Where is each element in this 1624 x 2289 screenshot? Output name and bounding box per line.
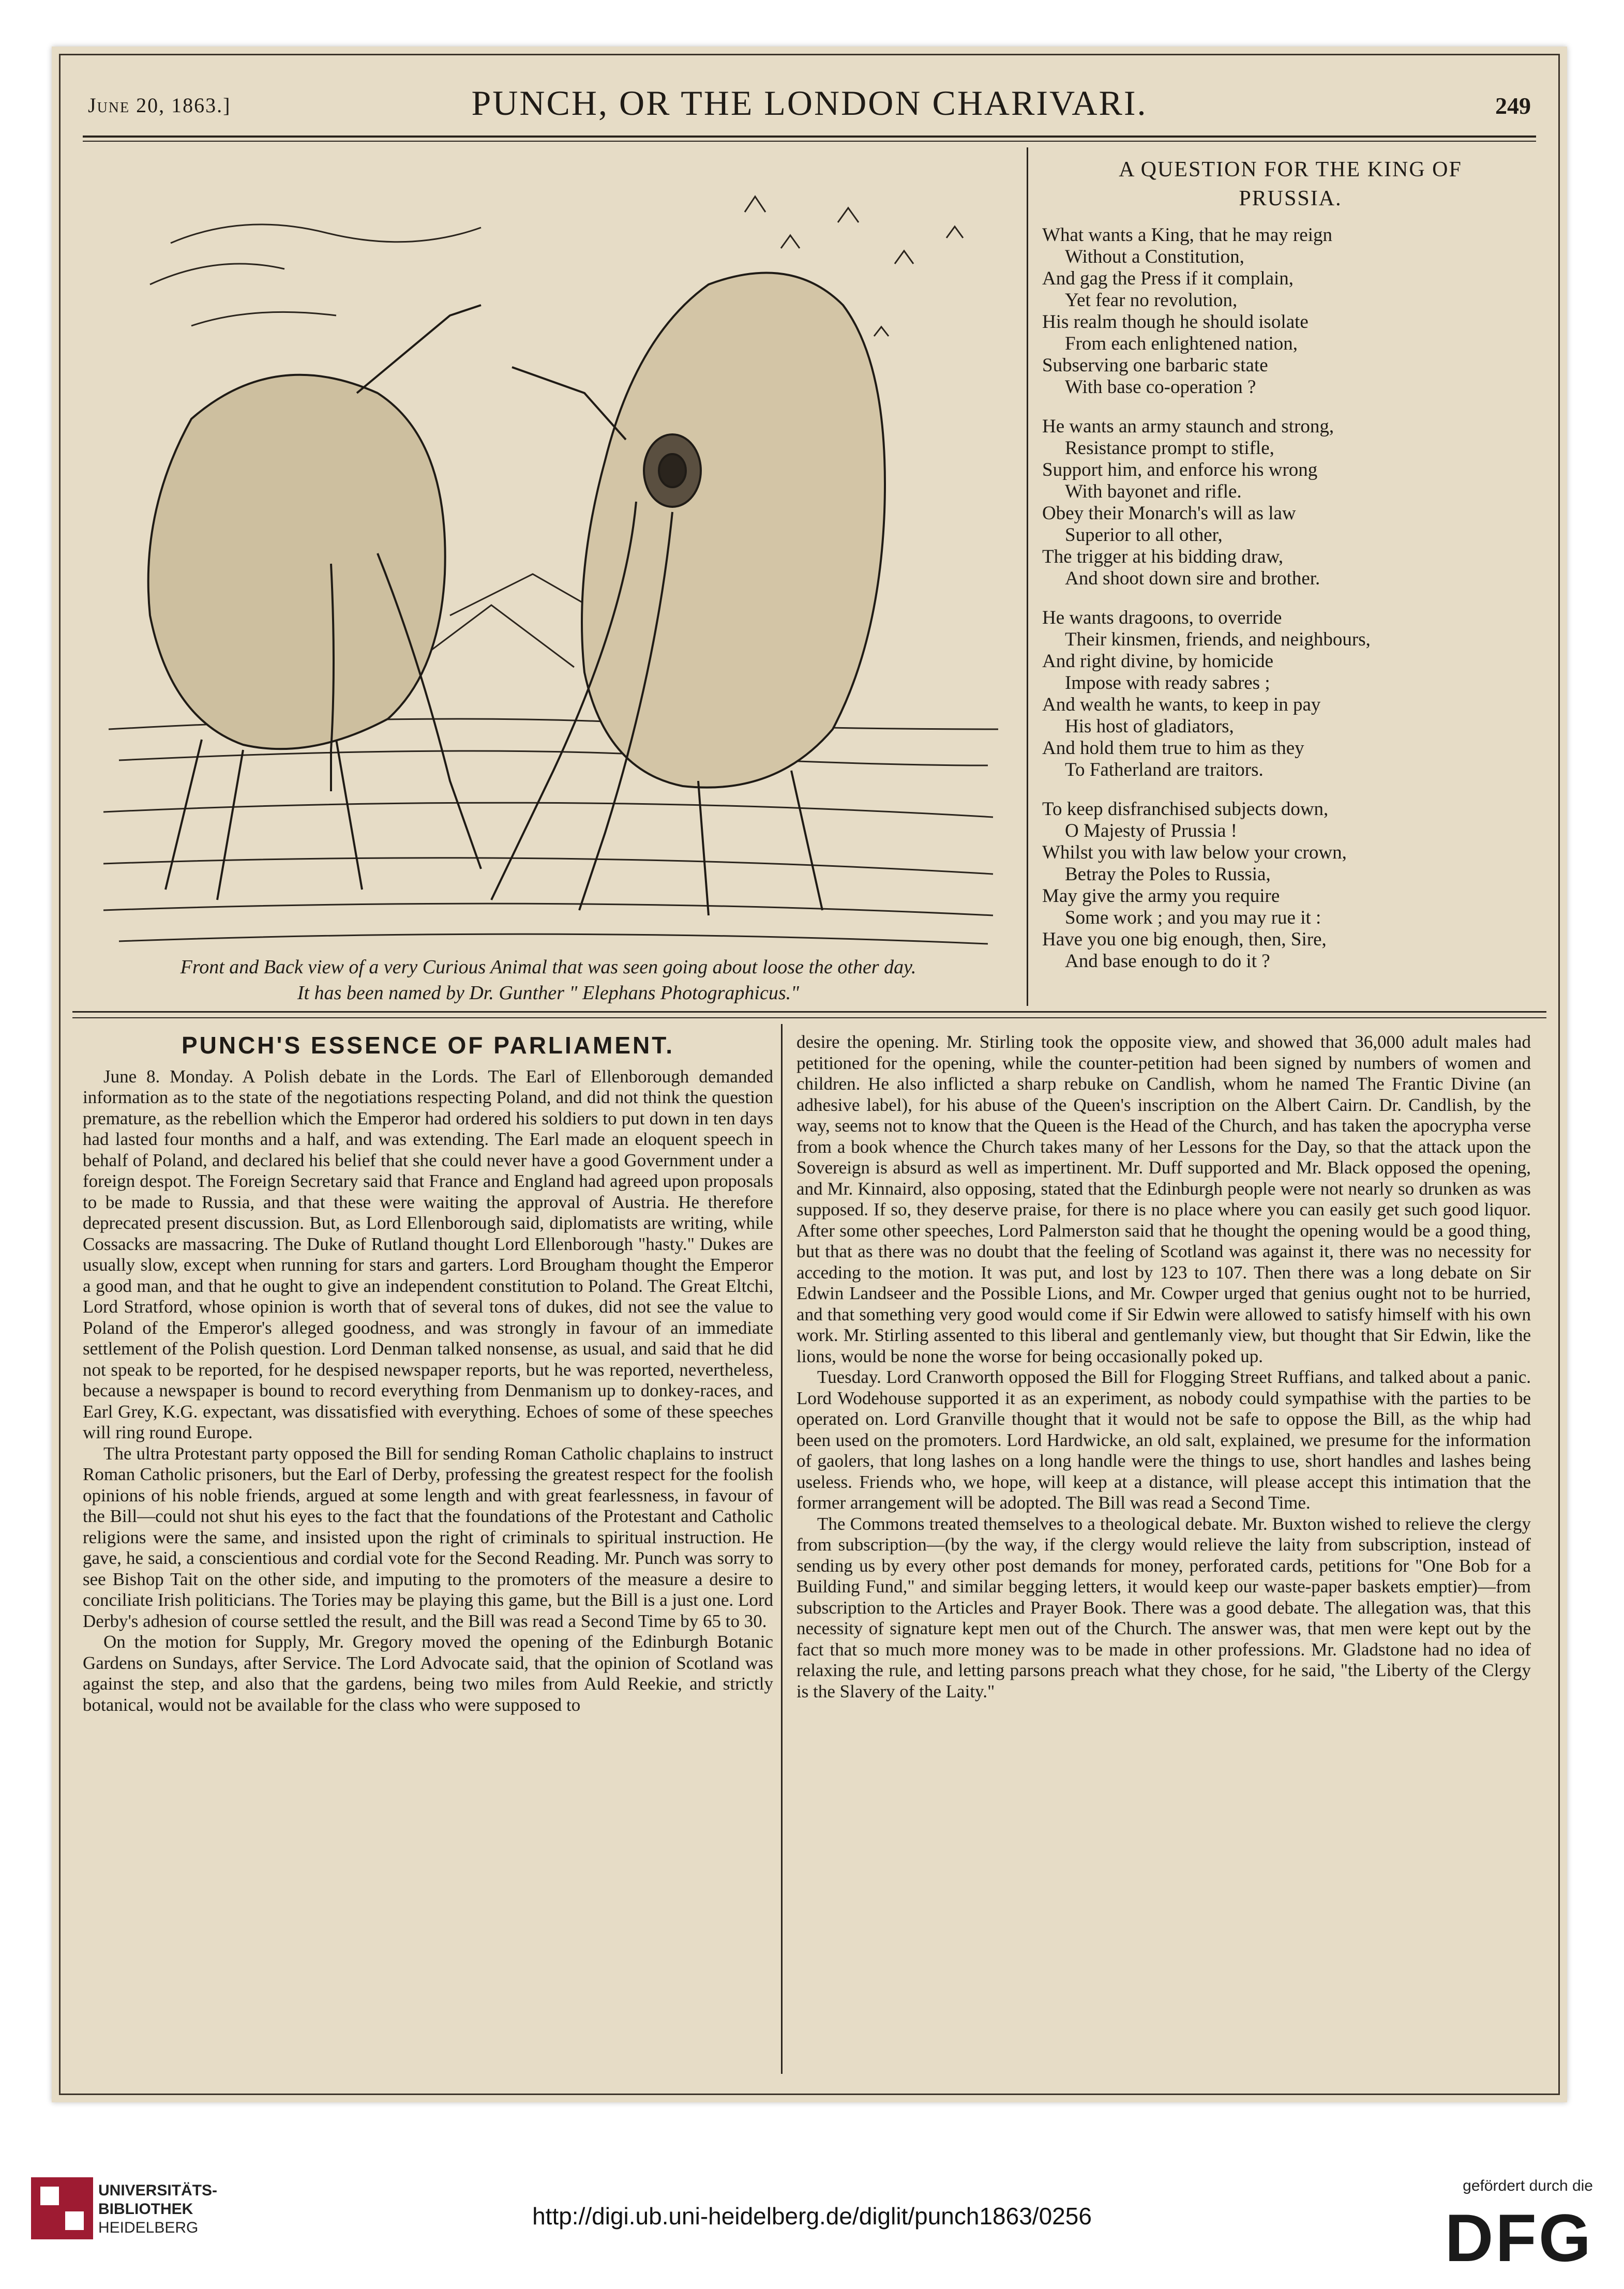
poem-line: Have you one big enough, then, Sire,: [1042, 929, 1327, 950]
poem-line: May give the army you require: [1042, 885, 1280, 907]
page-number: 249: [1495, 93, 1531, 119]
poem-stanza: [1042, 799, 1539, 972]
poem-line: His realm though he should isolate: [1042, 311, 1309, 333]
funding-note: gefördert durch die: [1463, 2177, 1593, 2194]
header-rule-thin: [83, 141, 1536, 142]
essence-paragraph: The ultra Protestant party opposed the Bill for sending Roman Catholic chaplains to instruct Roman Catholic prisoners, but the Earl of Derby, professing the greatest respect for the foolish opinions of his noble friends, argued at some length and with great fearlessness, in favour of the Bill—could not shut his eyes to the fact that the foundations of the Protestant and Catholic religions were the same, and insisted upon the right of criminals to spiritual instruction. He gave, he said, a conscientious and cordial vote for the Second Reading. Mr. Punch was sorry to see Bishop Tait on the other side, and imputing to the promoters of the measure a desire to conciliate Irish politicians. The Tories may be playing this game, but the Bill is a just one. Lord Derby's adhesion of course settled the result, and the Bill was read a Second Time by 65 to 30.: [83, 1443, 773, 1631]
poem-line: To Fatherland are traitors.: [1065, 759, 1264, 780]
poem-line: Support him, and enforce his wrong: [1042, 459, 1318, 480]
poem-stanza: [1042, 607, 1539, 781]
essence-paragraph: June 8. Monday. A Polish debate in the Lords. The Earl of Ellenborough demanded information as to the state of the negotiations respecting Poland, and did not think the question premature, as the rebellion which the Emperor had ordered his soldiers to put down in ten days had lasted four months and a half, and was extending. The Earl made an eloquent speech in behalf of Poland, and declared his belief that she could never have a good Government under a foreign despot. The Foreign Secretary said that France and England had agreed upon proposals to be made to Russia, and that these were waiting the approval of Austria. He therefore deprecated present discussion. But, as Lord Ellenborough said, diplomatists are writing, while Cossacks are massacring. The Duke of Rutland thought Lord Ellenborough "hasty." Dukes are usually slow, except when running for stars and garters. Lord Brougham thought the Emperor a good man, and that he ought to give an independent constitution to Poland. The Great Eltchi, Lord Stratford, whose opinion is worth that of several tons of dukes, did not see the value to Poland of the Emperor's alleged goodness, and was strongly in favour of an immediate settlement of the Polish question. Lord Denman talked nonsense, as usual, and said that he did not speak to be reported, for he despised newspaper reports, but he was reported, nevertheless, because a newspaper is bound to record everything from Denmanism up to donkey-races, and Earl Grey, K.G. expectant, was dissatisfied with everything. Echoes of some of these speeches will ring round Europe.: [83, 1066, 773, 1442]
poem-line: Subserving one barbaric state: [1042, 355, 1268, 376]
poem-line: To keep disfranchised subjects down,: [1042, 799, 1329, 820]
poem-line: With base co-operation ?: [1065, 377, 1256, 398]
poem-title: [1042, 155, 1539, 213]
poem-line: And shoot down sire and brother.: [1065, 568, 1320, 589]
essence-left-column: [83, 1032, 773, 1715]
masthead-title: PUNCH, OR THE LONDON CHARIVARI.: [471, 83, 1148, 123]
essence-title: PUNCH'S ESSENCE OF PARLIAMENT.: [181, 1032, 675, 1059]
digitization-footer: [0, 2141, 1624, 2289]
poem-title-line-1: A QUESTION FOR THE KING OF: [1119, 158, 1462, 182]
issue-date: June 20, 1863.]: [88, 94, 231, 117]
poem-line: Superior to all other,: [1065, 524, 1223, 546]
poem-line: Some work ; and you may rue it :: [1065, 907, 1321, 928]
poem-line: He wants an army staunch and strong,: [1042, 416, 1334, 437]
poem-line: Resistance prompt to stifle,: [1065, 438, 1274, 459]
poem: [1042, 155, 1539, 990]
section-rule: [72, 1011, 1546, 1013]
poem-line: And hold them true to him as they: [1042, 737, 1304, 759]
cartoon-caption: [88, 954, 1009, 1006]
poem-stanza: [1042, 224, 1539, 398]
column-divider-bottom: [781, 1024, 783, 2074]
page-header: [83, 72, 1536, 129]
poem-line: Whilst you with law below your crown,: [1042, 842, 1347, 863]
cartoon-illustration: [88, 150, 1009, 957]
poem-line: Impose with ready sabres ;: [1065, 672, 1270, 694]
essence-right-column: [796, 1032, 1531, 1702]
poem-line: He wants dragoons, to override: [1042, 607, 1282, 628]
poem-line: And gag the Press if it complain,: [1042, 268, 1294, 289]
poem-title-line-2: PRUSSIA.: [1239, 187, 1342, 210]
newspaper-page: [52, 47, 1567, 2102]
source-url: [0, 2202, 1624, 2230]
poem-line: And right divine, by homicide: [1042, 651, 1274, 672]
poem-line: Betray the Poles to Russia,: [1065, 864, 1271, 885]
poem-line: Without a Constitution,: [1065, 246, 1244, 267]
dfg-logo: DFG: [1445, 2200, 1593, 2276]
poem-stanza: [1042, 416, 1539, 590]
essence-paragraph: desire the opening. Mr. Stirling took the opposite view, and showed that 36,000 adult males had petitioned for the opening, while the counter-petition had been signed by numbers of women and children. He also inflicted a sharp rebuke on Candlish, whom he named The Frantic Divine (an adhesive label), for his abuse of the Queen's inscription on the Albert Cairn. Dr. Candlish, by the way, seems not to know that the Queen is the Head of the Church, and has taken the apocrypha verse from a book whence the Church takes many of her Lessons for the Day, so that the attack upon the Sovereign is absurd as well as impertinent. Mr. Duff supported and Mr. Black opposed the opening, and Mr. Kinnaird, also opposing, stated that the Edinburgh people were not nearly so drunken as was supposed. If so, they deserve praise, for there is no place where you can easily get such good liquor. After some other speeches, Lord Palmerston said that he thought the opening would be a good thing, but that as there was no doubt that the feeling of Scotland was against it, there was no necessity for acceding to the motion. It was put, and lost by 123 to 107. Then there was a long debate on Sir Edwin Landseer and the Possible Lions, and Mr. Cowper urged that genius ought not to be hurried, and that something very good would come if Sir Edwin were allowed to satisfy himself with his own work. Mr. Stirling assented to this liberal and gentlemanly view, but thought that Sir Edwin, like the lions, would be none the worse for being occasionally poked up.: [796, 1032, 1531, 1366]
source-url-link[interactable]: http://digi.ub.uni-heidelberg.de/diglit/punch1863/0256: [532, 2203, 1092, 2230]
poem-line: O Majesty of Prussia !: [1065, 820, 1237, 841]
header-rule: [83, 135, 1536, 138]
poem-line: From each enlightened nation,: [1065, 333, 1298, 354]
library-name-line: UNIVERSITÄTS-: [98, 2182, 218, 2199]
library-name-line: HEIDELBERG: [98, 2219, 199, 2236]
poem-line: His host of gladiators,: [1065, 716, 1234, 737]
poem-line: Yet fear no revolution,: [1065, 290, 1238, 311]
poem-line: The trigger at his bidding draw,: [1042, 546, 1284, 567]
essence-paragraph: The Commons treated themselves to a theological debate. Mr. Buxton wished to relieve the clergy from subscription—(by the way, if the clergy would relieve the laity from subscription, instead of sending us by every other post demands for money, perforated cards, petitions for "One Bob for a Building Fund," and similar begging letters, it would keep our waste-paper baskets emptier)—from subscription to the Articles and Prayer Book. There was a good debate. The allegation was, that this necessity of signature kept men out of the Church. The answer was, that men were kept out by the fact that so much more money was to be made in other professions. Mr. Gladstone had no idea of relaxing the rule, and letting parsons preach what they chose, for he said, "the Liberty of the Clergy is the Slavery of the Laity.": [796, 1513, 1531, 1701]
poem-line: Obey their Monarch's will as law: [1042, 503, 1296, 524]
column-divider-top: [1027, 147, 1028, 1006]
library-name-line: BIBLIOTHEK: [98, 2201, 193, 2218]
essence-paragraph: Tuesday. Lord Cranworth opposed the Bill for Flogging Street Ruffians, and talked about a panic. Lord Wodehouse supported it as an experiment, as nobody could sympathise with the parties to be operated on. Lord Granville thought that it would not be safe to oppose the Bill, as the whip had been used on the promoters. Lord Hardwicke, an old salt, explained, we presume for the information of gaolers, that long lashes on a long handle were the things to use, short handles and lashes being useless. Friends who, we hope, will keep at a distance, will please accept this intimation that the former arrangement will be adopted. The Bill was read a Second Time.: [796, 1367, 1531, 1513]
poem-line: What wants a King, that he may reign: [1042, 224, 1333, 246]
poem-line: With bayonet and rifle.: [1065, 481, 1242, 502]
caption-line-1: Front and Back view of a very Curious Animal that was seen going about loose the other day.: [180, 956, 916, 978]
poem-line: Their kinsmen, friends, and neighbours,: [1065, 629, 1371, 650]
section-rule-thin: [72, 1017, 1546, 1018]
caption-line-2: It has been named by Dr. Gunther " Elephans Photographicus.": [297, 982, 800, 1004]
essence-paragraph: On the motion for Supply, Mr. Gregory moved the opening of the Edinburgh Botanic Gardens on Sundays, after Service. The Lord Advocate said, that the opinion of Scotland was against the step, and also that the gardens, being two miles from Auld Reekie, and strictly botanical, would not be available for the class who were supposed to: [83, 1632, 773, 1715]
poem-line: And base enough to do it ?: [1065, 951, 1270, 972]
poem-line: And wealth he wants, to keep in pay: [1042, 694, 1321, 715]
